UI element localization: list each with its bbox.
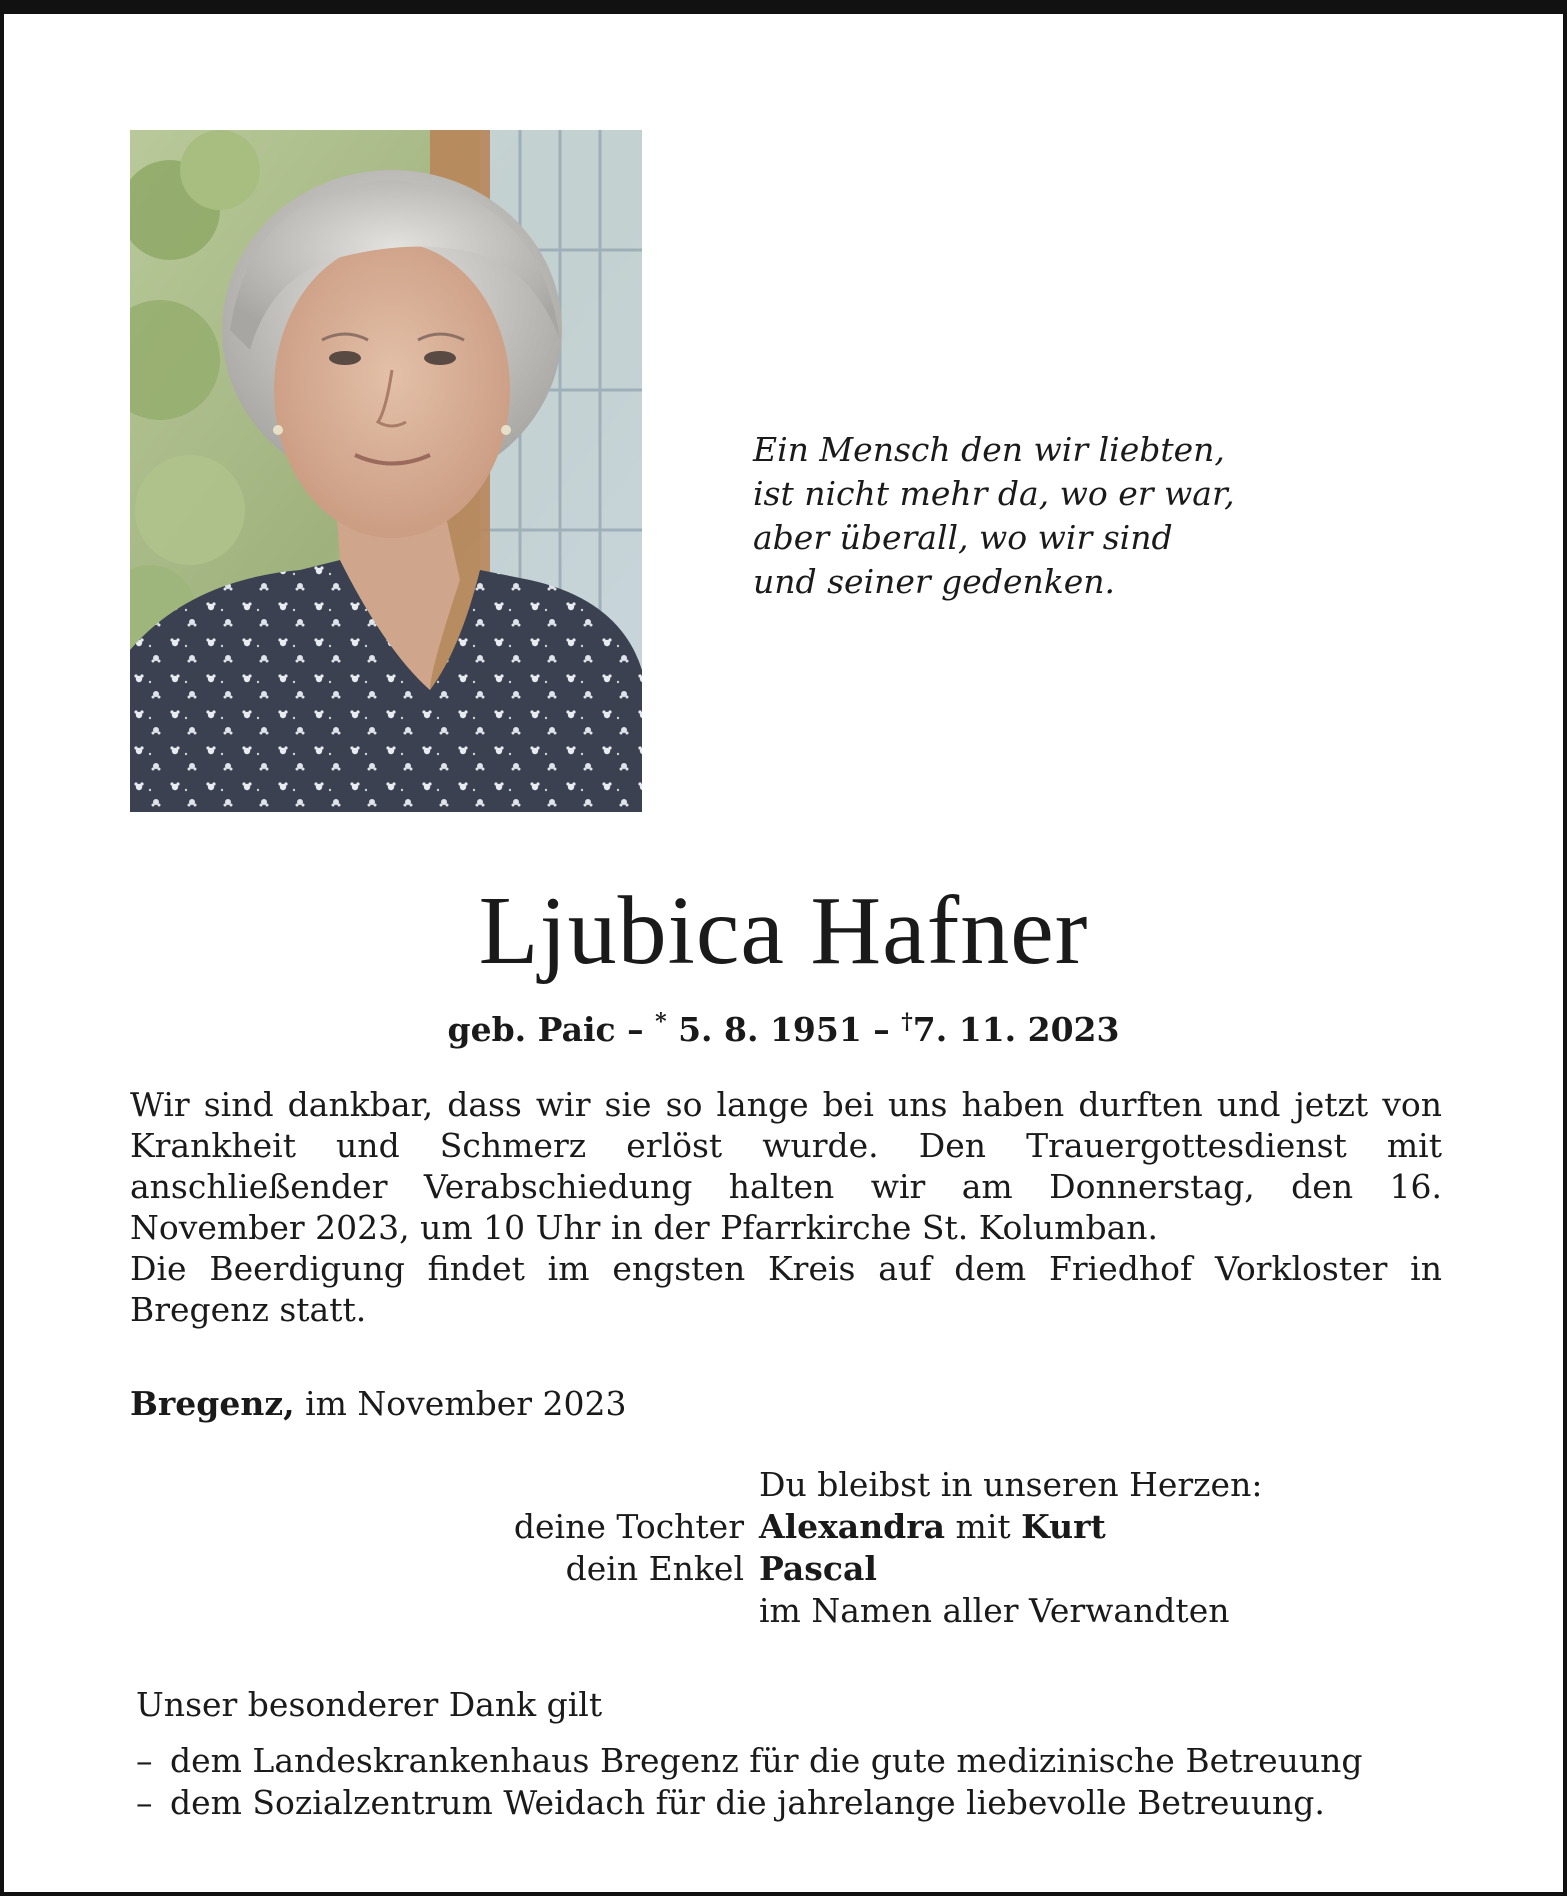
poem-line: Ein Mensch den wir liebten, bbox=[753, 430, 1225, 469]
birth-star-icon: * bbox=[655, 1009, 667, 1035]
death-date: 7. 11. 2023 bbox=[912, 1010, 1120, 1049]
mourner-names bbox=[759, 1548, 877, 1590]
dash-bullet: – bbox=[136, 1783, 153, 1822]
place: Bregenz, bbox=[130, 1384, 295, 1423]
poem-line: ist nicht mehr da, wo er war, bbox=[753, 474, 1235, 513]
thanks-item-text: dem Sozialzentrum Weidach für die jahrelange liebevolle Betreuung. bbox=[170, 1783, 1325, 1822]
thanks-intro: Unser besonderer Dank gilt bbox=[136, 1685, 603, 1724]
mourner-relation: dein Enkel bbox=[565, 1549, 744, 1588]
mourner-name: Pascal bbox=[759, 1549, 877, 1588]
maiden-name: geb. Paic – bbox=[447, 1010, 656, 1049]
mourners-closing: im Namen aller Verwandten bbox=[759, 1591, 1230, 1630]
thanks-list bbox=[136, 1740, 1476, 1824]
mourner-name: Alexandra bbox=[759, 1507, 946, 1546]
death-cross-icon: † bbox=[901, 1009, 913, 1035]
announcement-paragraph: Die Beerdigung findet im engsten Kreis auf dem Friedhof Vorkloster in Bregenz statt. bbox=[130, 1249, 1442, 1329]
portrait-photo bbox=[130, 130, 642, 812]
mourners-intro: Du bleibst in unseren Herzen: bbox=[759, 1465, 1263, 1504]
mourner-joiner: mit bbox=[945, 1507, 1022, 1546]
mourner-partner: Kurt bbox=[1021, 1507, 1106, 1546]
date: im November 2023 bbox=[294, 1384, 627, 1423]
birth-date: 5. 8. 1951 – bbox=[666, 1010, 902, 1049]
mourner-relation: deine Tochter bbox=[513, 1507, 744, 1546]
place-date bbox=[130, 1382, 627, 1426]
poem-line: aber überall, wo wir sind bbox=[753, 518, 1173, 557]
life-dates bbox=[4, 1000, 1563, 1052]
thanks-item-text: dem Landeskrankenhaus Bregenz für die gute medizinische Betreuung bbox=[170, 1741, 1363, 1780]
announcement-paragraph: Wir sind dankbar, dass wir sie so lange bei uns haben durften und jetzt von Krankheit und Schmerz erlöst wurde. Den Trauergottesdienst mit anschließender Verabschiedung halten wir am Donnerstag, den 16. November 2023, um 10 Uhr in der Pfarrkirche St. Kolumban. bbox=[130, 1085, 1442, 1247]
thanks-item bbox=[136, 1782, 1476, 1824]
thanks-item bbox=[136, 1740, 1476, 1782]
portrait-illustration bbox=[130, 130, 642, 812]
mourner-names bbox=[759, 1506, 1106, 1548]
announcement-text bbox=[130, 1084, 1442, 1330]
memorial-poem bbox=[753, 428, 1313, 604]
deceased-name: Ljubica Hafner bbox=[478, 877, 1089, 985]
dash-bullet: – bbox=[136, 1741, 153, 1780]
poem-line: und seiner gedenken. bbox=[753, 562, 1116, 601]
